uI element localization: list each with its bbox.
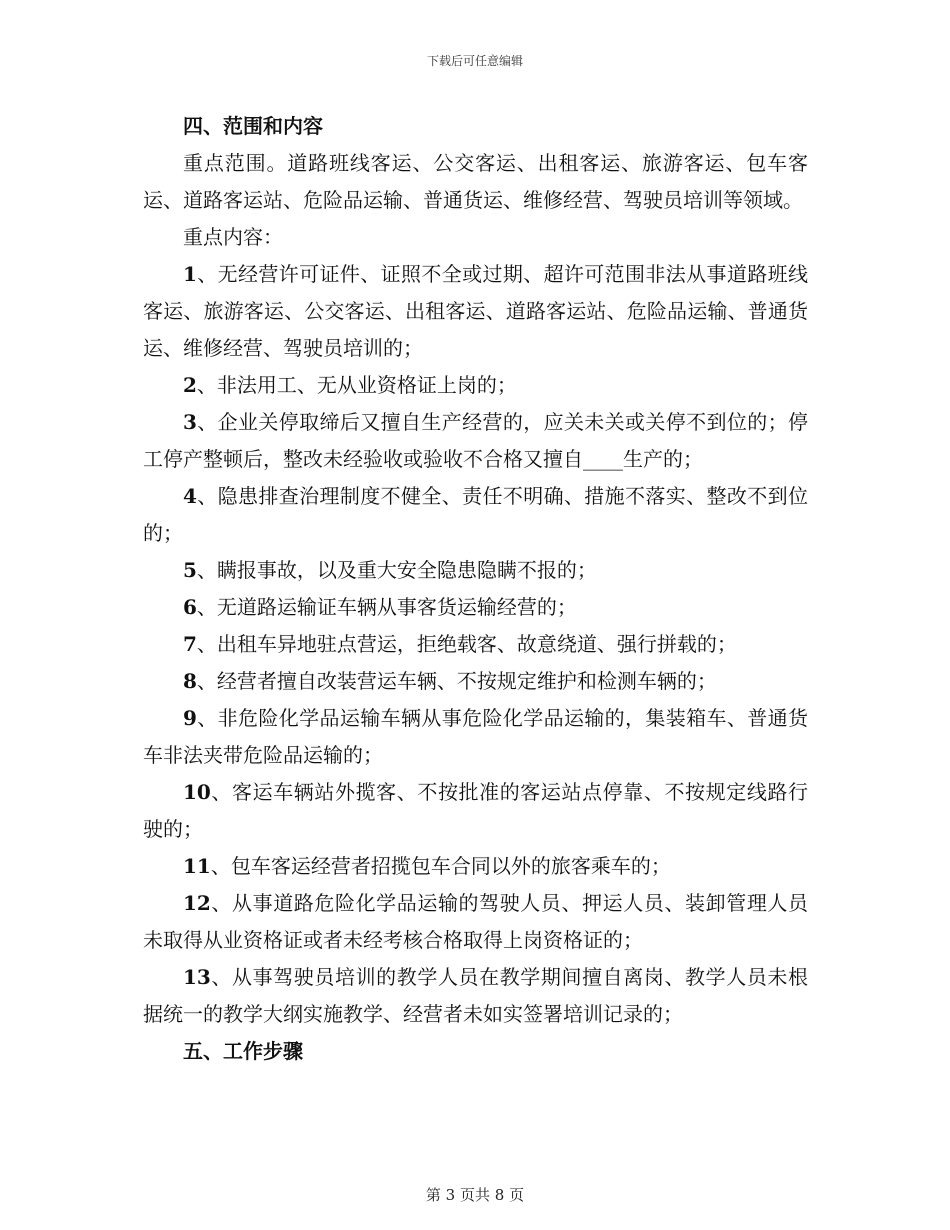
list-item-number: 2: [183, 373, 197, 397]
list-item-number: 6: [183, 595, 197, 619]
list-item: [143, 774, 808, 848]
list-item: [143, 700, 808, 774]
list-item: [143, 404, 808, 478]
list-item-text: 、瞒报事故，以及重大安全隐患隐瞒不报的；: [196, 558, 597, 582]
list-item-text: 、隐患排查治理制度不健全、责任不明确、措施不落实、整改不到位的；: [143, 484, 808, 545]
list-item-text: 、包车客运经营者招揽包车合同以外的旅客乘车的；: [210, 854, 671, 878]
list-item: [143, 885, 808, 959]
page-header: 下载后可任意编辑: [426, 54, 523, 68]
list-item-text: 、客运车辆站外揽客、不按批准的客运站点停靠、不按规定线路行驶的；: [143, 780, 808, 841]
list-item-text: 、出租车异地驻点营运，拒绝载客、故意绕道、强行拼载的；: [196, 632, 737, 656]
list-item-number: 3: [183, 410, 197, 434]
paragraph-key-content: 重点内容：: [183, 225, 283, 249]
list-item-text: 、从事驾驶员培训的教学人员在教学期间擅自离岗、教学人员未根据统一的教学大纲实施教学、经营者未如实签署培训记录的；: [143, 965, 808, 1026]
list-item: [143, 959, 808, 1033]
list-item-number: 11: [183, 854, 211, 878]
list-item-text: 、无道路运输证车辆从事客货运输经营的；: [196, 595, 577, 619]
section-heading-scope: 四、范围和内容: [183, 114, 323, 138]
list-item-text: 、非危险化学品运输车辆从事危险化学品运输的，集装箱车、普通货车非法夹带危险品运输的；: [143, 706, 808, 767]
list-item-text: 、非法用工、无从业资格证上岗的；: [196, 373, 517, 397]
list-item-number: 1: [183, 262, 197, 286]
list-item: [143, 848, 808, 885]
list-item-number: 7: [183, 632, 197, 656]
list-item-number: 13: [183, 965, 211, 989]
list-item-number: 10: [183, 780, 211, 804]
list-item-text: 、企业关停取缔后又擅自生产经营的，应关未关或关停不到位的；停工停产整顿后，整改未经验收或验收不合格又擅自____生产的；: [143, 410, 808, 471]
document-body: [143, 108, 808, 1070]
list-item-number: 4: [183, 484, 197, 508]
list-item: [143, 478, 808, 552]
list-item: [143, 589, 808, 626]
list-item: [143, 367, 808, 404]
section-heading-steps: 五、工作步骤: [183, 1039, 303, 1063]
paragraph-key-scope: 重点范围。道路班线客运、公交客运、出租客运、旅游客运、包车客运、道路客运站、危险品运输、普通货运、维修经营、驾驶员培训等领域。: [143, 151, 808, 212]
list-item-text: 、经营者擅自改装营运车辆、不按规定维护和检测车辆的；: [196, 669, 717, 693]
list-item-text: 、无经营许可证件、证照不全或过期、超许可范围非法从事道路班线客运、旅游客运、公交客运、出租客运、道路客运站、危险品运输、普通货运、维修经营、驾驶员培训的；: [143, 262, 808, 360]
list-item: [143, 256, 808, 367]
list-item-number: 12: [183, 891, 211, 915]
page-footer: 第 3 页共 8 页: [425, 1186, 525, 1204]
list-item: [143, 663, 808, 700]
list-item-number: 5: [183, 558, 197, 582]
list-item-text: 、从事道路危险化学品运输的驾驶人员、押运人员、装卸管理人员未取得从业资格证或者未经考核合格取得上岗资格证的；: [143, 891, 808, 952]
list-item-number: 9: [183, 706, 197, 730]
list-item: [143, 626, 808, 663]
list-item-number: 8: [183, 669, 197, 693]
list-item: [143, 552, 808, 589]
